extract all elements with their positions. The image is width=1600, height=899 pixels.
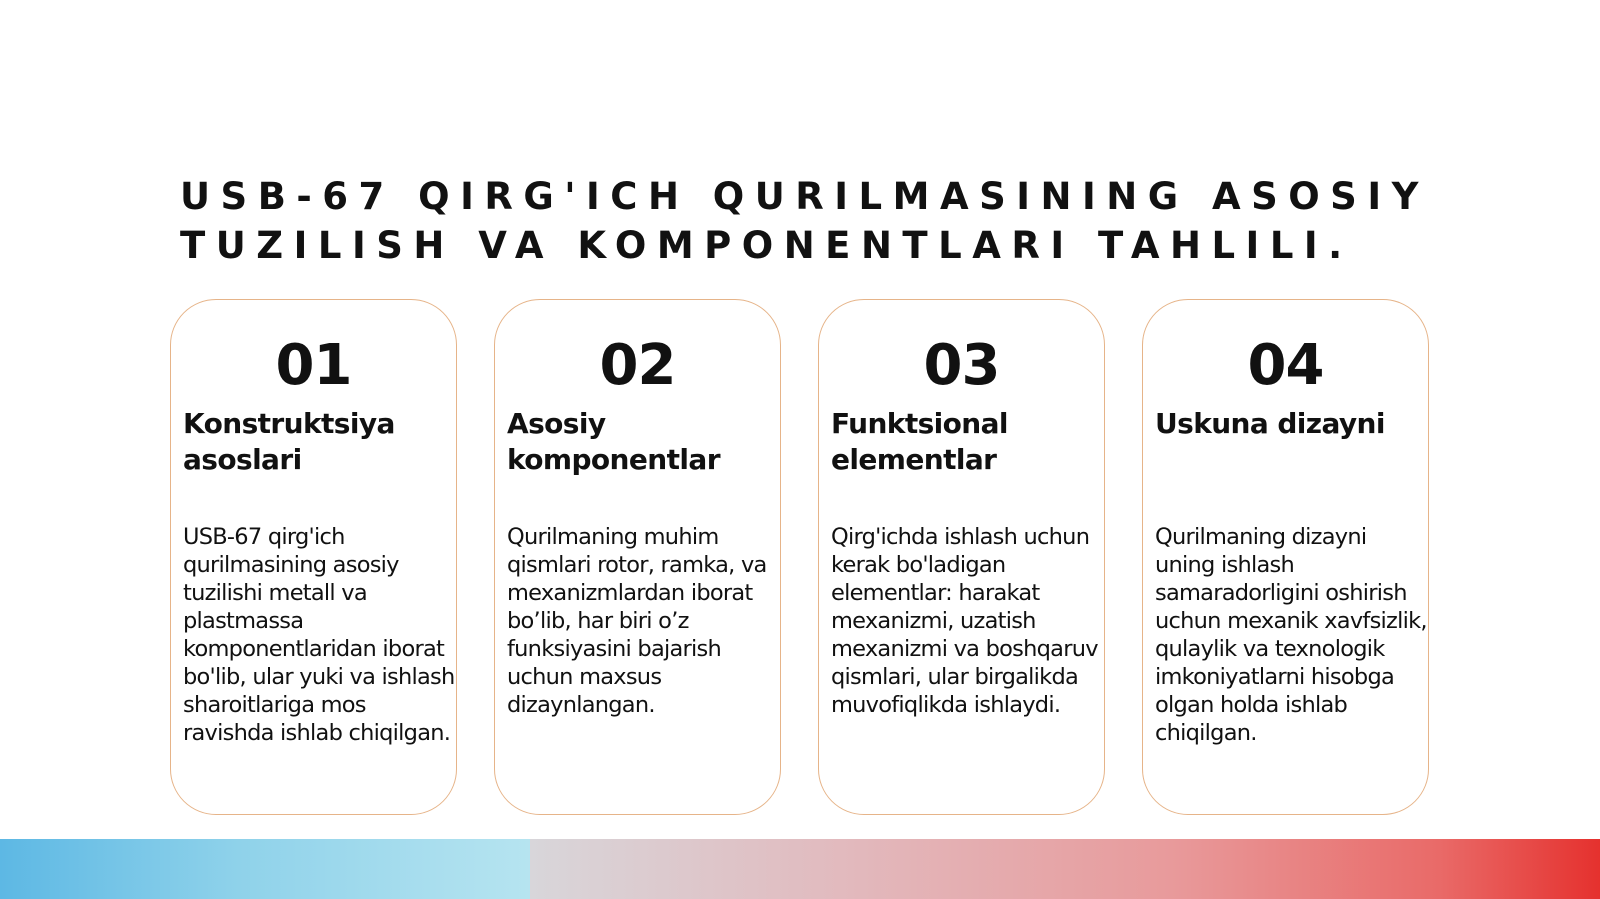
- decorative-gradient-bar: [0, 839, 1600, 899]
- card-04: [1142, 299, 1429, 815]
- gradient-bar-red-segment: [530, 839, 1600, 899]
- card-heading: Asosiy komponentlar: [507, 407, 720, 476]
- card-body: Qurilmaning dizayni uning ishlash samaradorligini oshirish uchun mexanik xavfsizlik, qulaylik va texnologik imkoniyatlarni hisobga olgan holda ishlab chiqilgan.: [1155, 524, 1427, 746]
- card-number: 03: [923, 333, 1000, 398]
- cards-row: [170, 299, 1430, 815]
- card-number: 01: [275, 333, 352, 398]
- card-number: 04: [1247, 333, 1324, 398]
- card-heading: Uskuna dizayni: [1155, 407, 1385, 440]
- slide-title: USB-67 QIRG'ICH QURILMASINING ASOSIY TUZILISH VA KOMPONENTLARI TAHLILI.: [180, 175, 1429, 267]
- card-03: [818, 299, 1105, 815]
- gradient-bar-blue-segment: [0, 839, 530, 899]
- card-body: Qirg'ichda ishlash uchun kerak bo'ladigan elementlar: harakat mexanizmi, uzatish mexanizmi va boshqaruv qismlari, ular birgalikda muvofiqlikda ishlaydi.: [831, 524, 1098, 718]
- card-heading: Konstruktsiya asoslari: [183, 407, 395, 476]
- card-01: [170, 299, 457, 815]
- card-number: 02: [599, 333, 676, 398]
- card-02: [494, 299, 781, 815]
- card-body: USB-67 qirg'ich qurilmasining asosiy tuzilishi metall va plastmassa komponentlaridan iborat bo'lib, ular yuki va ishlash sharoitlariga mos ravishda ishlab chiqilgan.: [183, 524, 455, 746]
- card-heading: Funktsional elementlar: [831, 407, 1008, 476]
- card-body: Qurilmaning muhim qismlari rotor, ramka, va mexanizmlardan iborat bo’lib, har biri o’z funksiyasini bajarish uchun maxsus dizaynlangan.: [507, 524, 767, 718]
